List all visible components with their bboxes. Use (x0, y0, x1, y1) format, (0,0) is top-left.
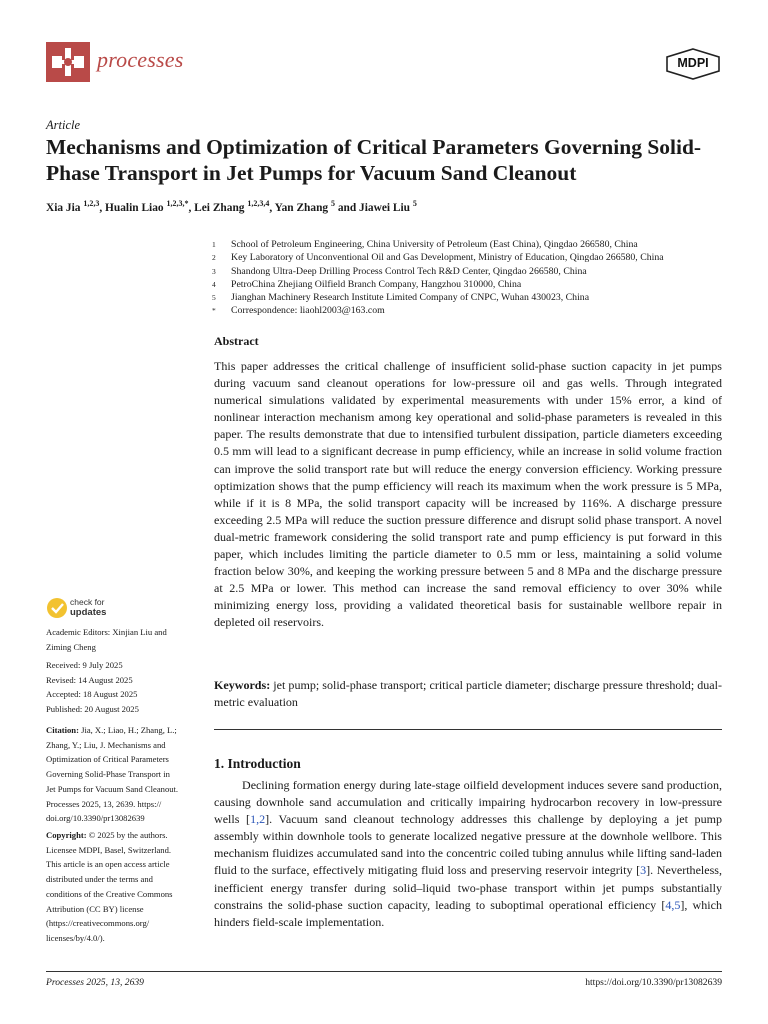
article-type: Article (46, 118, 81, 132)
intro-part: ]. Vacuum sand cleanout technology addresses this challenge by deploying a jet pump assembly within downhole tools to generate localized negative pressure at the downhole wellbore. This mechanism fluidizes accumulated sand into the concentric coiled tubing annulus while lifting sand-laden fluid to the surface, effectively mitigating fluid loss and preserving reservoir integrity [ (214, 812, 722, 878)
copyright-label: Copyright: (46, 830, 89, 840)
introduction-text (214, 777, 722, 931)
affiliation-item (212, 304, 732, 317)
affiliation-item (212, 278, 732, 291)
check-for-updates-icon[interactable] (46, 597, 68, 619)
affiliation-number: 1 (212, 240, 216, 249)
editors-line: Academic Editors: Xinjian Liu and (46, 627, 167, 637)
citation-line: Processes 2025, 13, 2639. https:// (46, 798, 162, 809)
citation-line: Governing Solid-Phase Transport in (46, 769, 170, 780)
author-separator: , (99, 201, 106, 214)
publisher-name: MDPI (677, 56, 709, 70)
reference-link[interactable]: 3 (640, 863, 647, 878)
author-affiliation-marker: 1,2,3,4 (247, 199, 270, 208)
affiliation-list (212, 238, 732, 318)
publication-dates (46, 658, 201, 717)
citation-line: Jet Pumps for Vacuum Sand Cleanout. (46, 783, 179, 794)
author-name[interactable]: Yan Zhang (274, 201, 331, 214)
journal-logo (46, 42, 90, 82)
mdpi-logo[interactable] (664, 48, 722, 80)
abstract-heading: Abstract (214, 334, 259, 348)
intro-part: ]. Nevertheless, inefficient energy transfer during solid–liquid two-phase transport within jet pumps substantially constrains the solid-phase suction capacity, leading to suboptimal operational efficiency [ (214, 863, 723, 912)
check-line-2: updates (70, 606, 107, 618)
affiliation-number: 2 (212, 253, 216, 263)
affiliation-item (212, 265, 732, 278)
accepted-date: Accepted: 18 August 2025 (46, 689, 138, 700)
affiliation-text: Shandong Ultra-Deep Drilling Process Control Tech R&D Center, Qingdao 266580, China (231, 265, 587, 277)
affiliation-text: PetroChina Zhejiang Oilfield Branch Company, Hangzhou 310000, China (231, 278, 522, 290)
citation-label: Citation: (46, 725, 82, 735)
section-heading-introduction: 1. Introduction (214, 756, 301, 771)
footer-divider (46, 971, 722, 972)
copyright-line: (https://creativecommons.org/ (46, 918, 150, 929)
check-for-updates-label[interactable] (70, 598, 106, 617)
reference-link[interactable]: 4,5 (665, 897, 681, 912)
citation-line: doi.org/10.3390/pr13082639 (46, 813, 145, 824)
affiliation-item (212, 251, 732, 264)
received-date: Received: 9 July 2025 (46, 660, 123, 670)
affiliation-text: Jianghan Machinery Research Institute Limited Company of CNPC, Wuhan 430023, China (231, 292, 590, 304)
affiliation-item (212, 291, 732, 304)
academic-editors (46, 625, 201, 654)
author-separator: , (188, 201, 195, 214)
affiliation-text: School of Petroleum Engineering, China University of Petroleum (East China), Qingdao 266580, China (231, 239, 638, 250)
author-affiliation-marker: 1,2,3,* (166, 199, 189, 208)
copyright-line: This article is an open access article (46, 859, 170, 870)
copyright-line: Attribution (CC BY) license (46, 903, 144, 914)
section-divider (214, 729, 722, 730)
footer-doi[interactable]: https://doi.org/10.3390/pr13082639 (585, 977, 722, 988)
published-date: Published: 20 August 2025 (46, 704, 139, 715)
affiliation-number: * (212, 306, 216, 316)
abstract-text: This paper addresses the critical challenge of insufficient solid-phase suction capacity in jet pumps during vacuum sand cleanout operations for low-pressure oil and gas wells. Through integrated numerical simulations validated by experimental measurements with under 15% error, a kind of nonlinear interaction mechanism among key operational and solid-phase parameters is revealed in this paper. The results demonstrate that due to intensified turbulent dissipation, particle diameters exceeding 0.5 mm will lead to a significant decrease in pump efficiency, while an increase in solid volume fraction can improve the solid transport rate but will reduce the energy conversion efficiency. Working pressure optimization shows that the pump efficiency will reach its maximum when the work pressure is 5 MPa, while if it is 8 MPa, the solid transport capacity will be increased by 116%. A discharge pressure exceeding 2.5 MPa will reduce the suction pressure difference and disrupt solid phase transport. A novel dual-metric framework considering the solid transport rate and pump efficiency is put forward in this paper, which includes limiting the particle diameter to 0.5 mm or less, maintaining a solid volume fraction below 30%, and keeping the working pressure between 5 and 8 MPa and the discharge pressure at 2.5 MPa or lower. This method can increase the sand removal efficiency to over 30% while minimizing energy loss, providing a validated theoretical basis for sustainable wellbore repair in depleted oil reservoirs. (214, 359, 722, 630)
citation-line: Citation: Jia, X.; Liao, H.; Zhang, L.; (46, 725, 177, 735)
keywords-text: jet pump; solid-phase transport; critical particle diameter; discharge pressure threshold; dual-metric evaluation (214, 678, 722, 710)
copyright-line: Licensee MDPI, Basel, Switzerland. (46, 844, 172, 855)
author-name[interactable]: Hualin Liao (105, 201, 167, 214)
intro-part: Declining formation energy during late-stage oilfield development induces severe sand production, causing downhole sand accumulation and critically impairing hydrocarbon recovery in low-pressure wells [ (214, 778, 722, 827)
citation-line: Optimization of Critical Parameters (46, 754, 169, 765)
author-name[interactable]: Xia Jia (46, 201, 84, 214)
check-line-1: check for (70, 597, 105, 607)
affiliation-text: Correspondence: liaohl2003@163.com (231, 305, 385, 317)
author-affiliation-marker: 5 (330, 199, 335, 208)
intro-part: ], which hinders field-scale implementation. (214, 897, 722, 929)
keywords (214, 677, 722, 711)
processes-logo-icon (46, 42, 90, 82)
revised-date: Revised: 14 August 2025 (46, 674, 133, 685)
editors-line: Ziming Cheng (46, 641, 96, 652)
copyright-line: Copyright: © 2025 by the authors. (46, 830, 168, 840)
reference-link[interactable]: 1,2 (250, 812, 266, 827)
journal-name[interactable]: processes (97, 47, 184, 72)
copyright-line: distributed under the terms and (46, 874, 153, 885)
keywords-label: Keywords: (214, 678, 271, 692)
author-affiliation-marker: 5 (412, 199, 417, 208)
affiliation-number: 5 (212, 293, 216, 303)
author-name[interactable]: Jiawei Liu (359, 201, 413, 214)
author-name[interactable]: Lei Zhang (194, 201, 248, 214)
citation-block (46, 723, 201, 826)
footer-citation: Processes 2025, 13, 2639 (46, 977, 144, 988)
article-title: Mechanisms and Optimization of Critical Parameters Governing Solid-Phase Transport in Jet Pumps for Vacuum Sand Cleanout (46, 135, 702, 185)
author-list (46, 199, 736, 214)
affiliation-item (212, 238, 732, 251)
copyright-line: licenses/by/4.0/). (46, 932, 105, 943)
affiliation-text: Key Laboratory of Unconventional Oil and Gas Development, Ministry of Education, Qingdao 266580, China (231, 252, 664, 264)
author-separator: , (269, 201, 275, 214)
copyright-block (46, 828, 201, 946)
citation-line: Zhang, Y.; Liu, J. Mechanisms and (46, 739, 166, 750)
affiliation-number: 3 (212, 266, 216, 276)
author-separator: and (334, 201, 360, 214)
author-affiliation-marker: 1,2,3 (83, 199, 100, 208)
copyright-line: conditions of the Creative Commons (46, 888, 173, 899)
affiliation-number: 4 (212, 279, 216, 289)
